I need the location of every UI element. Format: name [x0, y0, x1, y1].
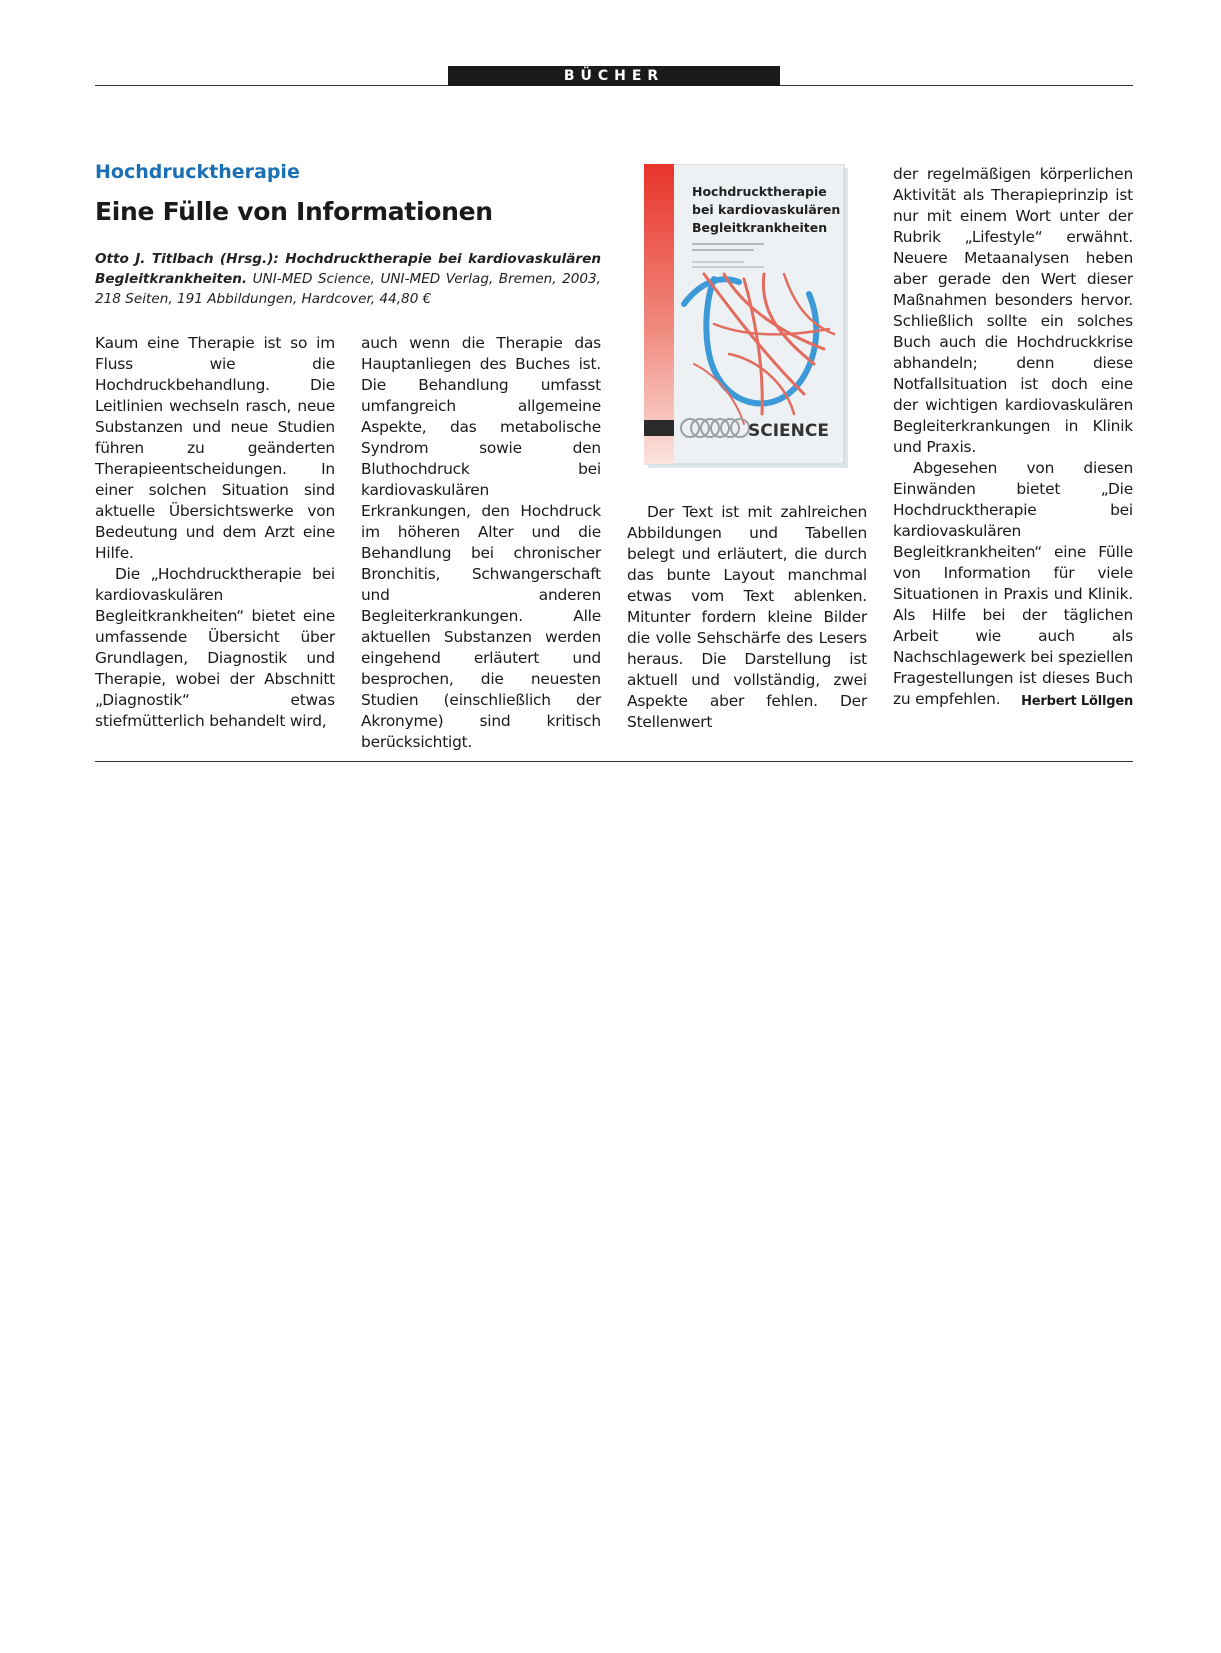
cover-publisher: SCIENCE	[748, 421, 829, 441]
paragraph: Kaum eine Therapie ist so im Fluss wie die Hochdruckbehandlung. Die Leitlinien wechseln rasch, neue Substanzen und neue Studien führen zu geänderten Therapieentscheidungen. In einer solchen Situation sind aktuelle Übersichtswerke von Bedeutung und dem Arzt eine Hilfe.	[95, 334, 335, 562]
text-column-2	[361, 333, 601, 753]
book-citation	[95, 249, 601, 309]
cover-title-line-2: bei kardiovaskulären	[692, 202, 841, 217]
paragraph-text: Abgesehen von diesen Einwänden bietet „Die Hochdrucktherapie bei kardiovaskulären Begleitkrankheiten“ eine Fülle von Information für viele Situationen in Praxis und Klinik. Als Hilfe bei der täglichen Arbeit wie auch als Nachschlagewerk bei speziellen Fragestellungen ist dieses Buch zu empfehlen.	[893, 459, 1133, 708]
paragraph: Der Text ist mit zahlreichen Abbildungen und Tabellen belegt und erläutert, die durch das bunte Layout manchmal etwas vom Text ablenken. Mitunter fordern kleine Bilder die volle Sehschärfe des Lesers heraus. Die Darstellung ist aktuell und vollständig, zwei Aspekte aber fehlen. Der Stellenwert	[627, 503, 867, 731]
citation-details: UNI-MED Science, UNI-MED Verlag, Bremen, 2003, 218 Seiten, 191 Abbildungen, Hardcover, 44,80 €	[95, 271, 601, 307]
paragraph: Die „Hochdrucktherapie bei kardiovaskulären Begleitkrankheiten“ bietet eine umfassende Übersicht über Grundlagen, Diagnostik und Therapie, wobei der Abschnitt „Diagnostik“ etwas stiefmütterlich behandelt wird,	[95, 565, 335, 730]
text-column-4	[893, 164, 1133, 712]
text-column-1	[95, 333, 335, 732]
paragraph: auch wenn die Therapie das Hauptanliegen des Buches ist. Die Behandlung umfasst umfangreich allgemeine Aspekte, das metabolische Syndrom sowie den Bluthochdruck bei kardiovaskulären Erkrankungen, den Hochdruck im höheren Alter und die Behandlung bei chronischer Bronchitis, Schwangerschaft und anderen Begleiterkrankungen. Alle aktuellen Substanzen werden eingehend erläutert und besprochen, die neuesten Studien (einschließlich der Akronyme) sind kritisch berücksichtigt.	[361, 334, 601, 751]
citation-title: Otto J. Titlbach (Hrsg.): Hochdrucktherapie bei kardiovaskulären Begleitkrankheiten.	[95, 251, 601, 287]
section-label: BÜCHER	[448, 66, 780, 86]
article-kicker: Hochdrucktherapie	[95, 161, 300, 183]
book-cover-image	[644, 164, 850, 470]
article-bottom-rule	[95, 761, 1133, 762]
paragraph: der regelmäßigen körperlichen Aktivität als Therapieprinzip ist nur mit einem Wort unter der Rubrik „Lifestyle“ erwähnt. Neuere Metaanalysen heben aber gerade den Wert dieser Maßnahmen besonders hervor. Schließlich sollte ein solches Buch auch die Hochdruckkrise abhandeln; denn diese Notfallsituation ist doch eine der wichtigen kardiovaskulären Begleiterkrankungen in Klinik und Praxis.	[893, 165, 1133, 456]
author-name: Herbert Löllgen	[1021, 694, 1133, 709]
cover-title-line-3: Begleitkrankheiten	[692, 220, 828, 235]
article-headline: Eine Fülle von Informationen	[95, 197, 493, 226]
paragraph	[893, 458, 1133, 710]
cover-title-line-1: Hochdrucktherapie	[692, 184, 827, 199]
text-column-3	[627, 502, 867, 733]
